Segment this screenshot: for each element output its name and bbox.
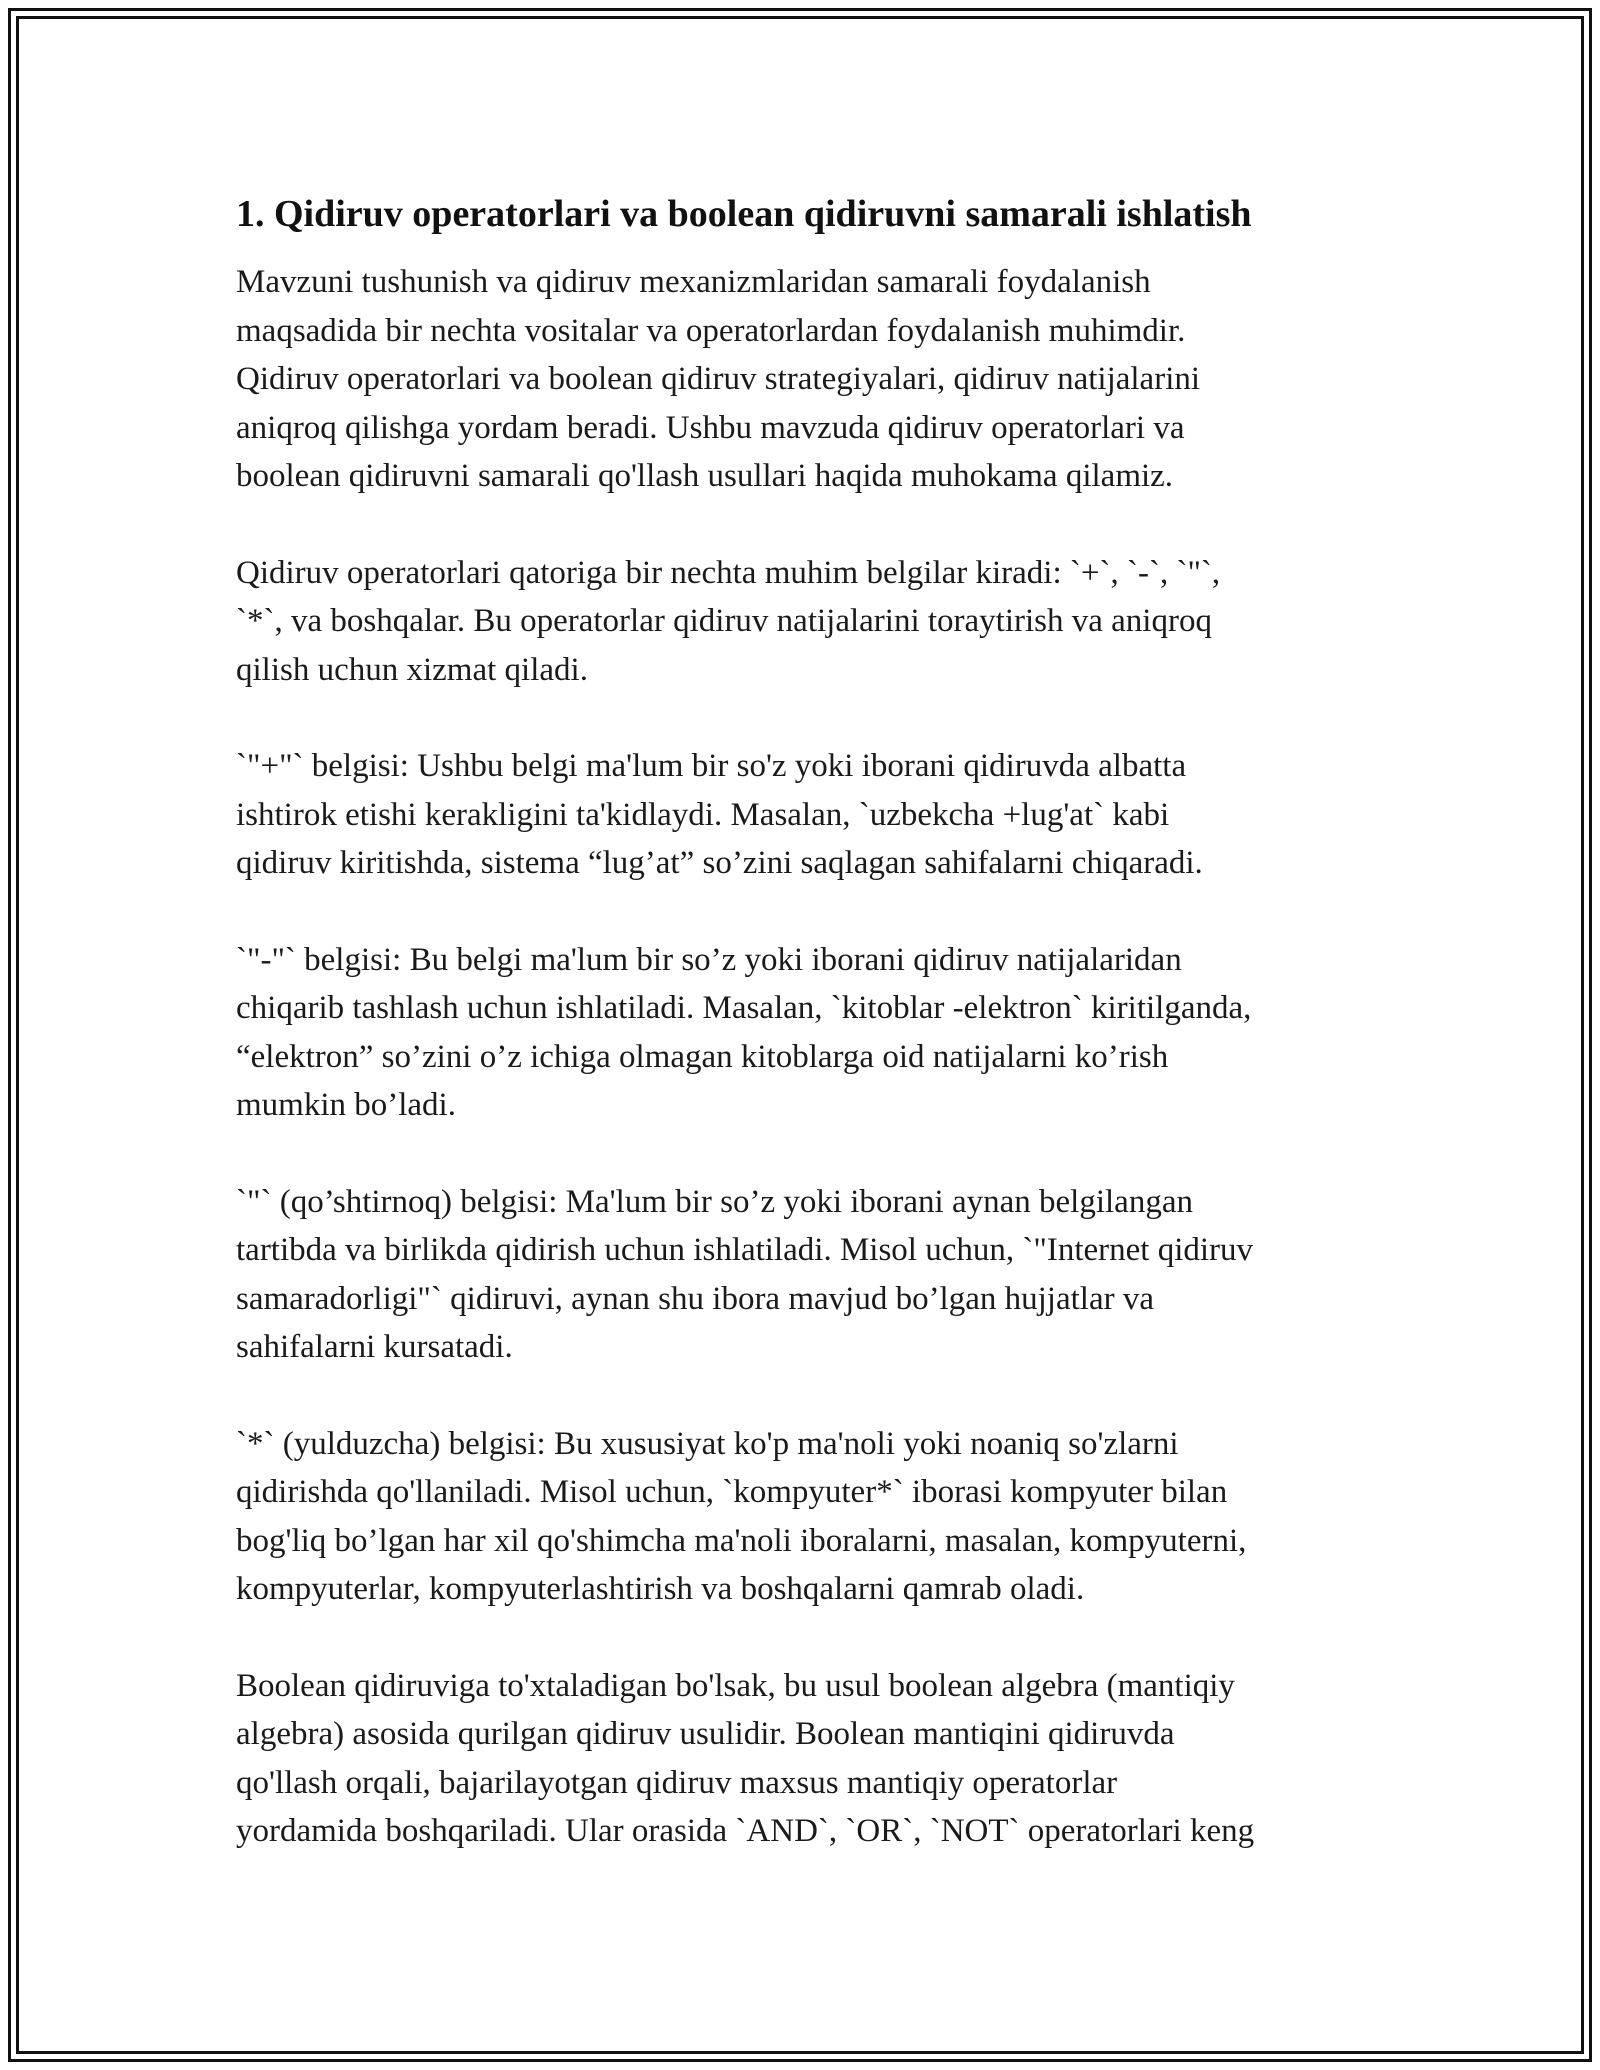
- paragraph-line: qidiruv kiritishda, sistema “lug’at” so’zini saqlagan sahifalarni chiqaradi.: [236, 845, 1203, 881]
- paragraph-line: aniqroq qilishga yordam beradi. Ushbu mavzuda qidiruv operatorlari va: [236, 409, 1185, 446]
- paragraph-line: Qidiruv operatorlari va boolean qidiruv strategiyalari, qidiruv natijalarini: [236, 361, 1201, 397]
- paragraph-line: `*`, va boshqalar. Bu operatorlar qidiruv natijalarini toraytirish va aniqroq: [236, 603, 1212, 639]
- paragraph-line: algebra) asosida qurilgan qidiruv usulidir. Boolean mantiqini qidiruvda: [236, 1716, 1175, 1752]
- paragraph-line: qo'llash orqali, bajarilayotgan qidiruv maxsus mantiqiy operatorlar: [236, 1764, 1118, 1801]
- paragraph-line: kompyuterlar, kompyuterlashtirish va boshqalarni qamrab oladi.: [236, 1571, 1085, 1607]
- paragraph-line: “elektron” so’zini o’z ichiga olmagan kitoblarga oid natijalarni ko’rish: [236, 1038, 1169, 1075]
- paragraph-line: tartibda va birlikda qidirish uchun ishlatiladi. Misol uchun, `"Internet qidiruv: [236, 1232, 1254, 1268]
- paragraph-line: Boolean qidiruviga to'xtaladigan bo'lsak, bu usul boolean algebra (mantiqiy: [236, 1667, 1235, 1704]
- body-paragraph: [236, 1420, 1386, 1614]
- body-paragraph: [236, 258, 1386, 501]
- body-paragraph: [236, 742, 1386, 888]
- paragraph-line: qilish uchun xizmat qiladi.: [236, 651, 588, 688]
- paragraph-line: maqsadida bir nechta vositalar va operatorlardan foydalanish muhimdir.: [236, 312, 1186, 349]
- paragraph-line: `"-"` belgisi: Bu belgi ma'lum bir so’z yoki iborani qidiruv natijalaridan: [236, 941, 1182, 978]
- paragraph-line: `*` (yulduzcha) belgisi: Bu xususiyat ko'p ma'noli yoki noaniq so'zlarni: [236, 1425, 1179, 1462]
- paragraph-line: boolean qidiruvni samarali qo'llash usullari haqida muhokama qilamiz.: [236, 458, 1174, 494]
- paragraph-line: Qidiruv operatorlari qatoriga bir nechta muhim belgilar kiradi: `+`, `-`, `"`,: [236, 554, 1221, 591]
- paragraph-line: mumkin bo’ladi.: [236, 1087, 456, 1123]
- paragraph-list: [236, 258, 1386, 1856]
- body-paragraph: [236, 1178, 1386, 1372]
- paragraph-line: `"+"` belgisi: Ushbu belgi ma'lum bir so'z yoki iborani qidiruvda albatta: [236, 748, 1187, 784]
- paragraph-line: `"` (qo’shtirnoq) belgisi: Ma'lum bir so’z yoki iborani aynan belgilangan: [236, 1183, 1193, 1220]
- paragraph-line: samaradorligi"` qidiruvi, aynan shu ibora mavjud bo’lgan hujjatlar va: [236, 1280, 1154, 1317]
- body-paragraph: [236, 549, 1386, 695]
- paragraph-line: qidirishda qo'llaniladi. Misol uchun, `kompyuter*` iborasi kompyuter bilan: [236, 1474, 1228, 1510]
- paragraph-line: Mavzuni tushunish va qidiruv mexanizmlaridan samarali foydalanish: [236, 264, 1151, 300]
- document-body: [236, 190, 1386, 1904]
- body-paragraph: [236, 1662, 1386, 1856]
- paragraph-line: bog'liq bo’lgan har xil qo'shimcha ma'noli iboralarni, masalan, kompyuterni,: [236, 1522, 1247, 1559]
- paragraph-line: chiqarib tashlash uchun ishlatiladi. Masalan, `kitoblar -elektron` kiritilganda,: [236, 990, 1252, 1026]
- paragraph-line: sahifalarni kursatadi.: [236, 1329, 513, 1365]
- paragraph-line: yordamida boshqariladi. Ular orasida `AND`, `OR`, `NOT` operatorlari keng: [236, 1813, 1255, 1849]
- document-title: 1. Qidiruv operatorlari va boolean qidiruvni samarali ishlatish: [236, 193, 1252, 235]
- body-paragraph: [236, 936, 1386, 1130]
- paragraph-line: ishtirok etishi kerakligini ta'kidlaydi. Masalan, `uzbekcha +lug'at` kabi: [236, 796, 1170, 833]
